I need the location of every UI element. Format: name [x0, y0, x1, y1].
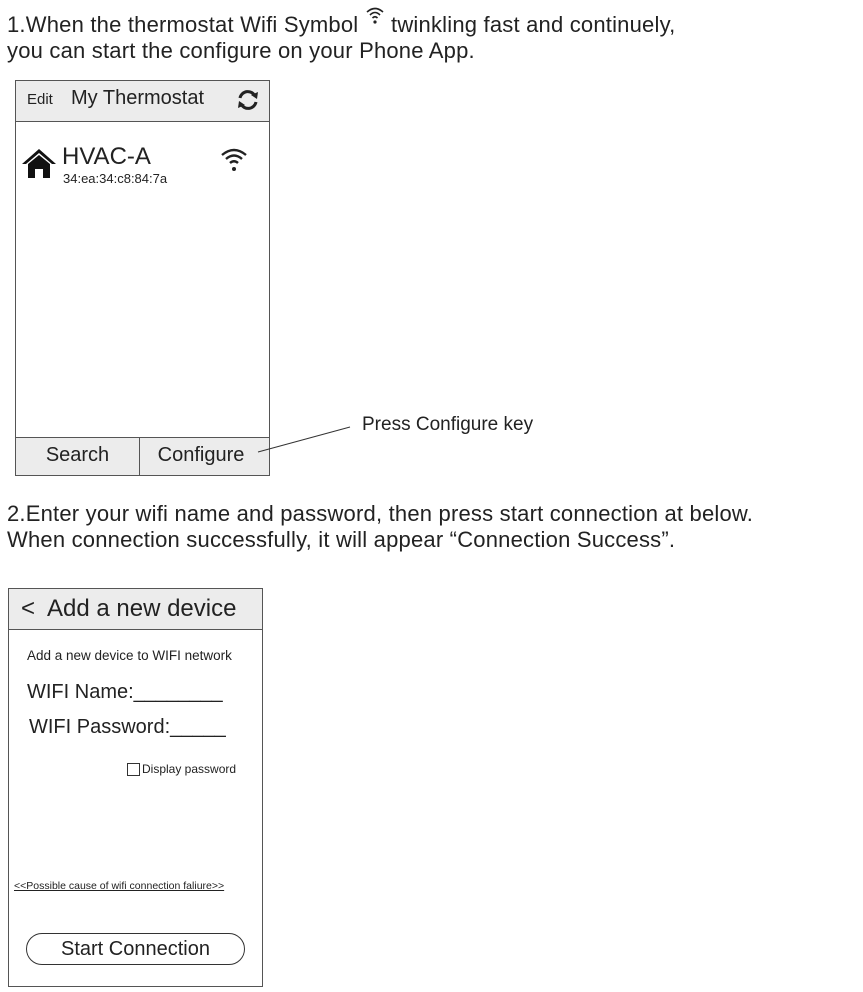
app-header — [16, 81, 269, 122]
wifi-signal-icon — [220, 147, 248, 173]
step1-instructions — [7, 6, 675, 64]
configure-button[interactable]: Configure — [157, 444, 245, 466]
device-mac: 34:ea:34:c8:84:7a — [63, 171, 168, 186]
page-title: Add a new device — [47, 595, 237, 622]
edit-button[interactable]: Edit — [27, 91, 53, 108]
step1-text: you can start the configure on your Phone App. — [7, 38, 475, 63]
step2-text: When connection successfully, it will appear “Connection Success”. — [7, 527, 676, 552]
phone-screen-add-device — [8, 588, 263, 987]
checkbox-label: Display password — [142, 762, 237, 776]
page-title: My Thermostat — [71, 87, 204, 109]
wifi-name-field[interactable]: WIFI Name:________ — [27, 681, 223, 703]
checkbox-icon[interactable] — [127, 763, 140, 776]
step1-text: 1.When the thermostat Wifi Symbol — [7, 12, 359, 37]
back-button[interactable]: < — [21, 595, 36, 622]
callout-label: Press Configure key — [362, 414, 534, 435]
refresh-icon[interactable] — [236, 88, 260, 112]
home-icon — [21, 147, 57, 179]
step2-text: 2.Enter your wifi name and password, then press start connection at below. — [7, 501, 754, 526]
start-connection-button[interactable]: Start Connection — [26, 933, 245, 965]
help-link[interactable]: <<Possible cause of wifi connection faliure>> — [14, 880, 225, 892]
subtitle: Add a new device to WIFI network — [27, 648, 232, 663]
search-button[interactable]: Search — [45, 444, 110, 466]
wifi-password-field[interactable]: WIFI Password:_____ — [29, 716, 226, 738]
step2-instructions — [7, 501, 753, 553]
device-name: HVAC-A — [62, 143, 151, 170]
display-password-checkbox[interactable] — [127, 762, 236, 776]
app-header — [9, 589, 262, 630]
wifi-icon — [365, 6, 385, 26]
step1-text: twinkling fast and continuely, — [391, 12, 676, 37]
phone-screen-my-thermostat — [15, 80, 270, 476]
